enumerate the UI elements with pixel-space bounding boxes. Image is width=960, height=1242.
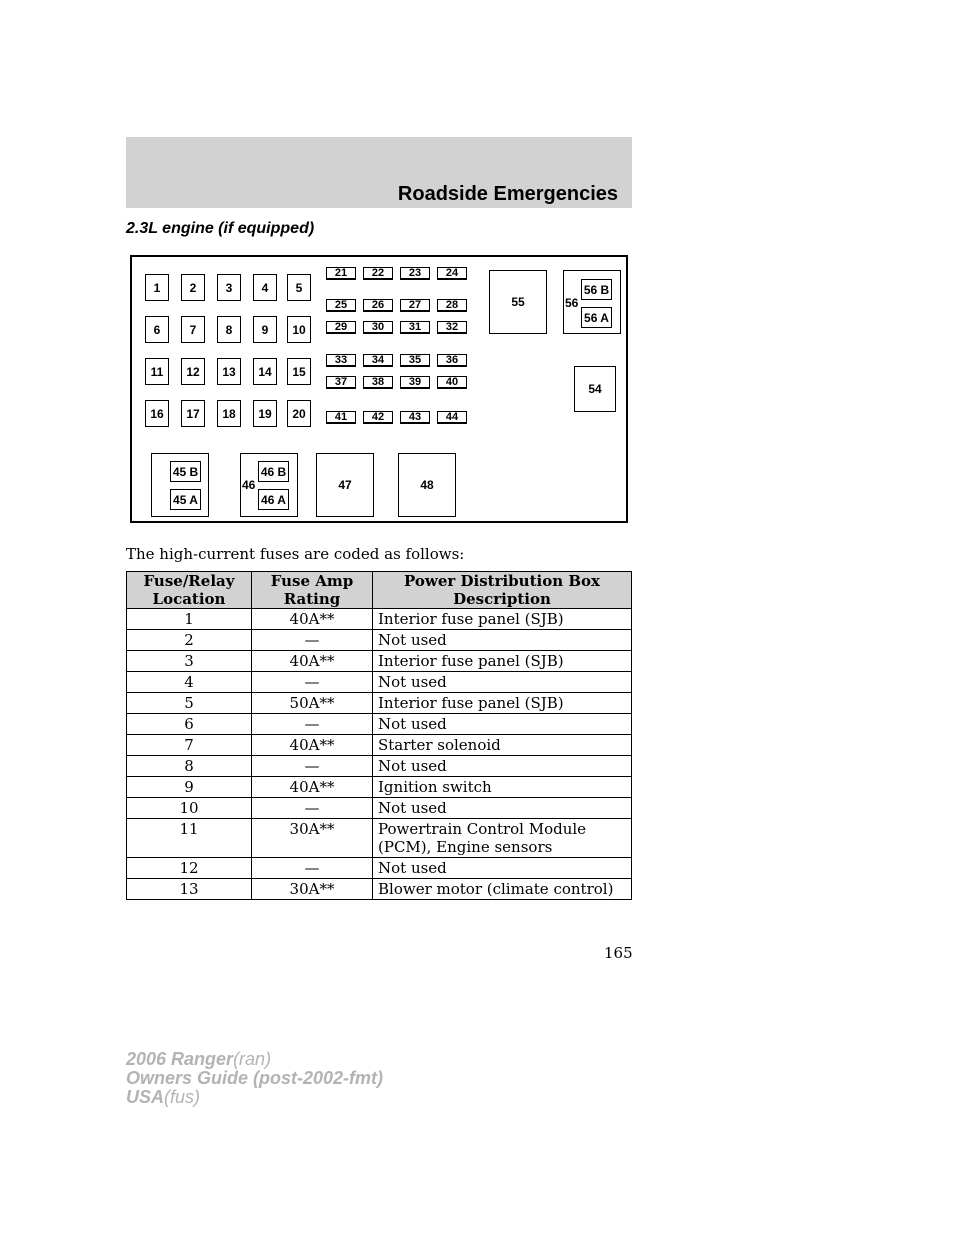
mini-fuse: 42 <box>363 411 393 424</box>
cell-rating: 40A** <box>252 609 373 630</box>
mini-fuse: 41 <box>326 411 356 424</box>
table-row <box>127 756 632 777</box>
cell-rating: — <box>252 798 373 819</box>
page-section-title: Roadside Emergencies <box>397 183 618 205</box>
page-number: 165 <box>604 944 633 962</box>
relay-46b: 46 B <box>258 461 289 482</box>
cell-rating: — <box>252 858 373 879</box>
cell-location: 6 <box>127 714 252 735</box>
mini-fuse: 32 <box>437 321 467 334</box>
mini-fuse: 28 <box>437 299 467 312</box>
mini-fuse: 33 <box>326 354 356 367</box>
cell-location: 1 <box>127 609 252 630</box>
main-fuse: 14 <box>253 358 277 385</box>
table-row <box>127 651 632 672</box>
mini-fuse: 36 <box>437 354 467 367</box>
table-row <box>127 777 632 798</box>
cell-location: 5 <box>127 693 252 714</box>
cell-location: 9 <box>127 777 252 798</box>
main-fuse: 20 <box>287 400 311 427</box>
main-fuse: 7 <box>181 316 205 343</box>
table-header-row <box>127 572 632 609</box>
cell-description: Ignition switch <box>373 777 632 798</box>
relay-46-label: 46 <box>242 478 256 492</box>
relay-46a: 46 A <box>258 489 289 510</box>
mini-fuse: 31 <box>400 321 430 334</box>
cell-description: Blower motor (climate control) <box>373 879 632 900</box>
cell-location: 4 <box>127 672 252 693</box>
table-row <box>127 735 632 756</box>
mini-fuse: 26 <box>363 299 393 312</box>
cell-rating: 40A** <box>252 651 373 672</box>
relay-54: 54 <box>574 366 616 412</box>
cell-rating: 40A** <box>252 777 373 798</box>
table-row <box>127 693 632 714</box>
table-row <box>127 672 632 693</box>
cell-description: Starter solenoid <box>373 735 632 756</box>
cell-description: Interior fuse panel (SJB) <box>373 693 632 714</box>
cell-description: Not used <box>373 714 632 735</box>
relay-45b: 45 B <box>170 461 201 482</box>
main-fuse: 10 <box>287 316 311 343</box>
cell-location: 7 <box>127 735 252 756</box>
main-fuse: 9 <box>253 316 277 343</box>
column-header-rating: Fuse Amp Rating <box>252 572 373 609</box>
cell-rating: 50A** <box>252 693 373 714</box>
mini-fuse: 29 <box>326 321 356 334</box>
relay-56-label: 56 <box>565 296 579 310</box>
mini-fuse: 24 <box>437 267 467 280</box>
main-fuse: 3 <box>217 274 241 301</box>
section-heading: 2.3L engine (if equipped) <box>126 220 315 237</box>
cell-rating: — <box>252 630 373 651</box>
cell-location: 10 <box>127 798 252 819</box>
intro-text: The high-current fuses are coded as follows: <box>126 545 465 563</box>
cell-rating: 30A** <box>252 879 373 900</box>
cell-location: 8 <box>127 756 252 777</box>
fuse-box-diagram <box>130 255 628 523</box>
cell-rating: — <box>252 672 373 693</box>
cell-rating: — <box>252 756 373 777</box>
table-row <box>127 879 632 900</box>
main-fuse: 17 <box>181 400 205 427</box>
main-fuse: 4 <box>253 274 277 301</box>
main-fuse: 6 <box>145 316 169 343</box>
main-fuse: 15 <box>287 358 311 385</box>
footer-line-1: 2006 Ranger(ran) <box>126 1049 272 1069</box>
cell-rating: 40A** <box>252 735 373 756</box>
table-row <box>127 819 632 858</box>
table-row <box>127 630 632 651</box>
mini-fuse: 40 <box>437 376 467 389</box>
cell-location: 12 <box>127 858 252 879</box>
main-fuse: 11 <box>145 358 169 385</box>
relay-56a: 56 A <box>581 307 612 328</box>
cell-description: Powertrain Control Module (PCM), Engine sensors <box>373 819 632 858</box>
mini-fuse: 37 <box>326 376 356 389</box>
mini-fuse: 27 <box>400 299 430 312</box>
mini-fuse: 44 <box>437 411 467 424</box>
mini-fuse: 22 <box>363 267 393 280</box>
footer-line-3: USA(fus) <box>126 1087 201 1107</box>
relay-55: 55 <box>489 270 547 334</box>
cell-description: Not used <box>373 798 632 819</box>
cell-location: 13 <box>127 879 252 900</box>
cell-description: Interior fuse panel (SJB) <box>373 609 632 630</box>
footer <box>126 1050 383 1107</box>
main-fuse: 5 <box>287 274 311 301</box>
main-fuse: 16 <box>145 400 169 427</box>
table-row <box>127 714 632 735</box>
main-fuse: 18 <box>217 400 241 427</box>
relay-48: 48 <box>398 453 456 517</box>
cell-location: 2 <box>127 630 252 651</box>
table-row <box>127 858 632 879</box>
cell-location: 3 <box>127 651 252 672</box>
cell-description: Not used <box>373 858 632 879</box>
cell-description: Not used <box>373 630 632 651</box>
column-header-location: Fuse/Relay Location <box>127 572 252 609</box>
column-header-description: Power Distribution Box Description <box>373 572 632 609</box>
mini-fuse: 35 <box>400 354 430 367</box>
relay-56b: 56 B <box>581 279 612 300</box>
main-fuse: 1 <box>145 274 169 301</box>
main-fuse: 8 <box>217 316 241 343</box>
mini-fuse: 39 <box>400 376 430 389</box>
cell-description: Interior fuse panel (SJB) <box>373 651 632 672</box>
relay-45a: 45 A <box>170 489 201 510</box>
main-fuse: 2 <box>181 274 205 301</box>
mini-fuse: 38 <box>363 376 393 389</box>
cell-description: Not used <box>373 672 632 693</box>
main-fuse: 13 <box>217 358 241 385</box>
mini-fuse: 23 <box>400 267 430 280</box>
table-row <box>127 609 632 630</box>
cell-description: Not used <box>373 756 632 777</box>
mini-fuse: 34 <box>363 354 393 367</box>
mini-fuse: 43 <box>400 411 430 424</box>
relay-47: 47 <box>316 453 374 517</box>
mini-fuse: 21 <box>326 267 356 280</box>
main-fuse: 19 <box>253 400 277 427</box>
fuse-table <box>126 571 632 900</box>
cell-rating: 30A** <box>252 819 373 858</box>
mini-fuse: 30 <box>363 321 393 334</box>
cell-rating: — <box>252 714 373 735</box>
mini-fuse: 25 <box>326 299 356 312</box>
cell-location: 11 <box>127 819 252 858</box>
main-fuse: 12 <box>181 358 205 385</box>
header-band <box>126 137 632 208</box>
table-row <box>127 798 632 819</box>
footer-line-2: Owners Guide (post-2002-fmt) <box>126 1068 384 1088</box>
